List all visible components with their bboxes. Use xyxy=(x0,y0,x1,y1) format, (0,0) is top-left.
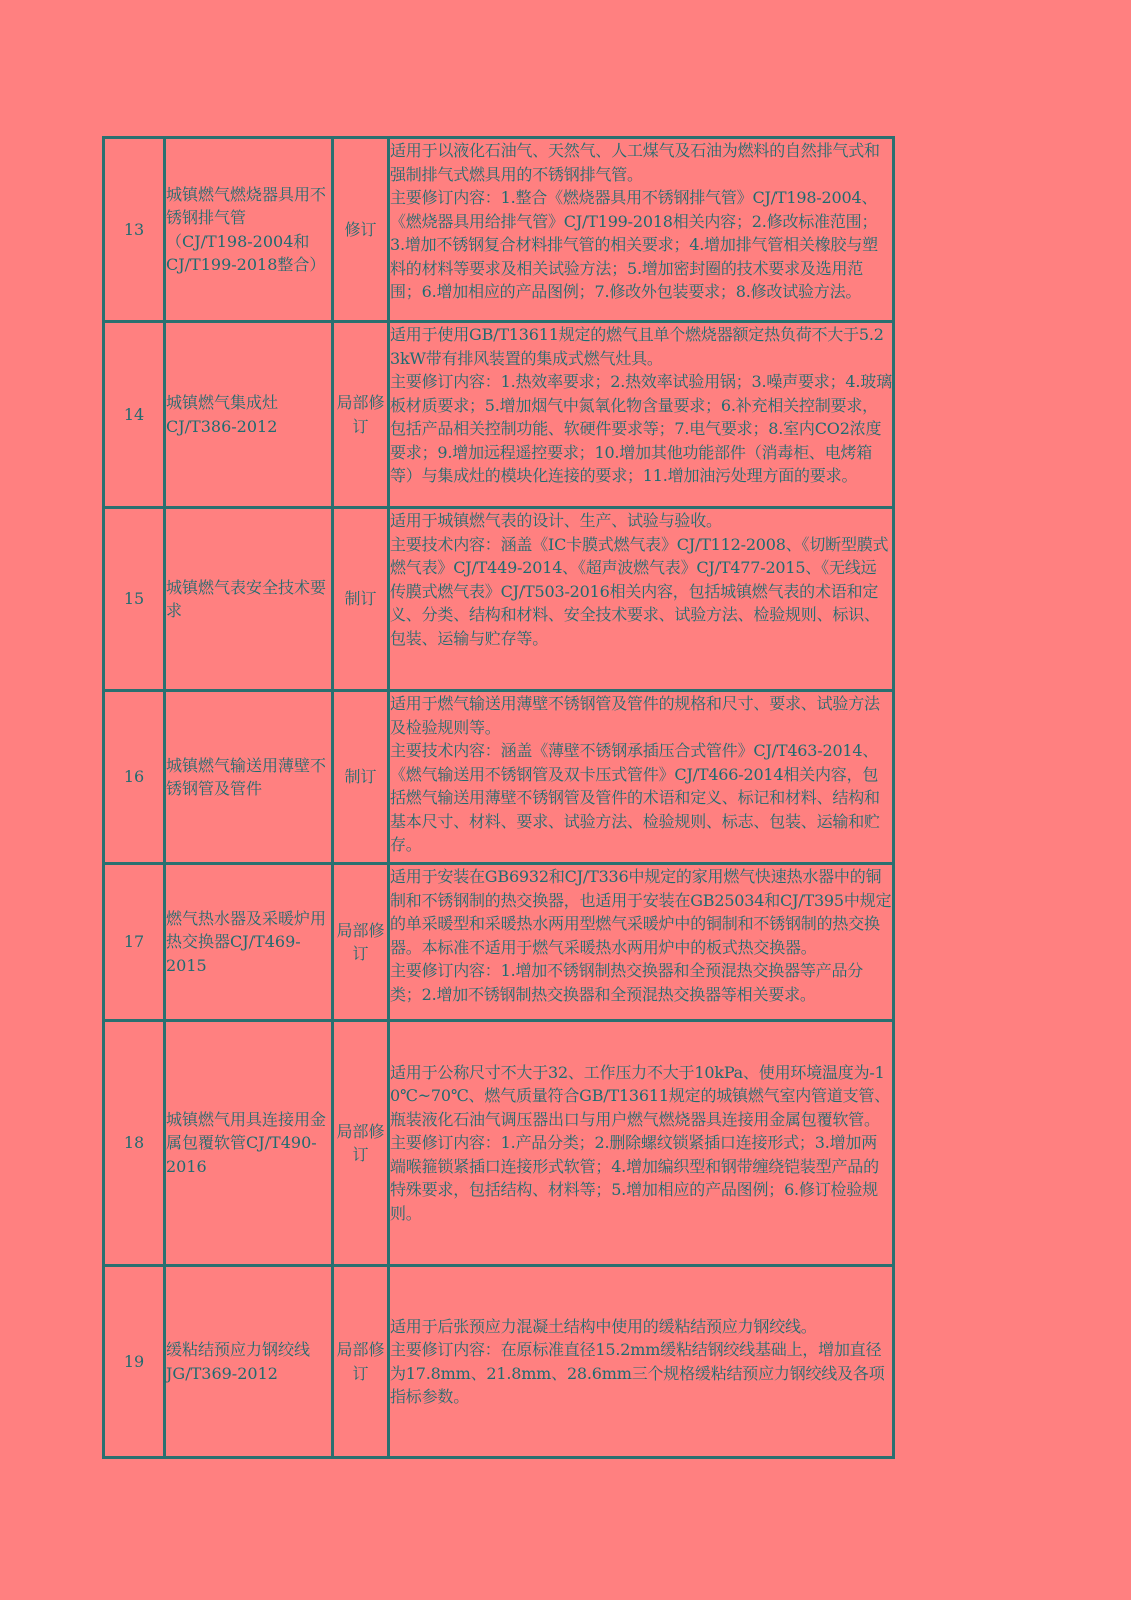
scope-text: 适用于后张预应力混凝土结构中使用的缓粘结预应力钢绞线。 xyxy=(390,1316,817,1336)
work-type: 制订 xyxy=(333,508,389,691)
row-number: 17 xyxy=(104,864,165,1021)
table-row xyxy=(104,1266,894,1458)
content-text: 主要技术内容：涵盖《薄壁不锈钢承插压合式管件》CJ/T463-2014、《燃气输送用不锈钢管及双卡压式管件》CJ/T466-2014相关内容，包括燃气输送用薄壁不锈钢管及管件的术语和定义、标记和材料、结构和基本尺寸、材料、要求、试验方法、检验规则、标志、包装、运输和贮存。 xyxy=(390,741,880,854)
standard-name: 城镇燃气输送用薄壁不锈钢管及管件 xyxy=(165,691,333,864)
content-text: 主要修订内容：1.热效率要求；2.热效率试验用锅；3.噪声要求；4.玻璃板材质要求；5.增加烟气中氮氧化物含量要求；6.补充相关控制要求，包括产品相关控制功能、软硬件要求等；7.电气要求；8.室内CO2浓度要求；9.增加远程遥控要求；10.增加其他功能部件（消毒柜、电烤箱等）与集成灶的模块化连接的要求；11.增加油污处理方面的要求。 xyxy=(390,372,892,485)
standard-description xyxy=(389,691,894,864)
standard-description xyxy=(389,1021,894,1266)
table-row xyxy=(104,138,894,322)
table-row xyxy=(104,322,894,508)
scope-text: 适用于安装在GB6932和CJ/T336中规定的家用燃气快速热水器中的铜制和不锈钢制的热交换器，也适用于安装在GB25034和CJ/T395中规定的单采暖型和采暖热水两用型燃气采暖炉中的铜制和不锈钢制的热交换器。本标准不适用于燃气采暖热水两用炉中的板式热交换器。 xyxy=(390,867,892,957)
standard-description xyxy=(389,322,894,508)
standards-table xyxy=(102,136,895,1459)
table-row xyxy=(104,864,894,1021)
standard-description xyxy=(389,1266,894,1458)
standard-name: 缓粘结预应力钢绞线JG/T369-2012 xyxy=(165,1266,333,1458)
row-number: 18 xyxy=(104,1021,165,1266)
row-number: 15 xyxy=(104,508,165,691)
scope-text: 适用于以液化石油气、天然气、人工煤气及石油为燃料的自然排气式和强制排气式燃具用的不锈钢排气管。 xyxy=(390,141,880,184)
content-text: 主要修订内容：在原标准直径15.2mm缓粘结钢绞线基础上，增加直径为17.8mm、21.8mm、28.6mm三个规格缓粘结预应力钢绞线及各项指标参数。 xyxy=(390,1340,885,1406)
work-type: 局部修订 xyxy=(333,322,389,508)
standard-description xyxy=(389,138,894,322)
scope-text: 适用于燃气输送用薄壁不锈钢管及管件的规格和尺寸、要求、试验方法及检验规则等。 xyxy=(390,694,880,737)
table-row xyxy=(104,1021,894,1266)
content-text: 主要修订内容：1.整合《燃烧器具用不锈钢排气管》CJ/T198-2004、《燃烧器具用给排气管》CJ/T199-2018相关内容；2.修改标准范围；3.增加不锈钢复合材料排气管的相关要求；4.增加排气管相关橡胶与塑料的材料等要求及相关试验方法；5.增加密封圈的技术要求及选用范围；6.增加相应的产品图例；7.修改外包装要求；8.修改试验方法。 xyxy=(390,188,878,301)
row-number: 19 xyxy=(104,1266,165,1458)
table-row xyxy=(104,508,894,691)
row-number: 14 xyxy=(104,322,165,508)
scope-text: 适用于城镇燃气表的设计、生产、试验与验收。 xyxy=(390,511,722,530)
scope-text: 适用于使用GB/T13611规定的燃气且单个燃烧器额定热负荷不大于5.23kW带有排风装置的集成式燃气灶具。 xyxy=(390,325,884,368)
work-type: 局部修订 xyxy=(333,864,389,1021)
work-type: 制订 xyxy=(333,691,389,864)
work-type: 修订 xyxy=(333,138,389,322)
standard-description xyxy=(389,508,894,691)
standard-name: 燃气热水器及采暖炉用热交换器CJ/T469-2015 xyxy=(165,864,333,1021)
table-row xyxy=(104,691,894,864)
standard-description xyxy=(389,864,894,1021)
work-type: 局部修订 xyxy=(333,1266,389,1458)
scope-text: 适用于公称尺寸不大于32、工作压力不大于10kPa、使用环境温度为-10℃~70℃、燃气质量符合GB/T13611规定的城镇燃气室内管道支管、瓶装液化石油气调压器出口与用户燃气燃烧器具连接用金属包覆软管。 xyxy=(390,1062,891,1129)
standard-name: 城镇燃气集成灶CJ/T386-2012 xyxy=(165,322,333,508)
row-number: 16 xyxy=(104,691,165,864)
content-text: 主要修订内容：1.产品分类；2.删除螺纹锁紧插口连接形式；3.增加两端喉箍锁紧插口连接形式软管；4.增加编织型和钢带缠绕铠装型产品的特殊要求，包括结构、材料等；5.增加相应的产品图例；6.修订检验规则。 xyxy=(390,1133,879,1223)
standard-name: 城镇燃气表安全技术要求 xyxy=(165,508,333,691)
row-number: 13 xyxy=(104,138,165,322)
standard-name: 城镇燃气用具连接用金属包覆软管CJ/T490-2016 xyxy=(165,1021,333,1266)
content-text: 主要修订内容：1.增加不锈钢制热交换器和全预混热交换器等产品分类；2.增加不锈钢制热交换器和全预混热交换器等相关要求。 xyxy=(390,961,864,1004)
standard-name: 城镇燃气燃烧器具用不锈钢排气管（CJ/T198-2004和CJ/T199-2018整合） xyxy=(165,138,333,322)
content-text: 主要技术内容：涵盖《IC卡膜式燃气表》CJ/T112-2008、《切断型膜式燃气表》CJ/T449-2014、《超声波燃气表》CJ/T477-2015、《无线远传膜式燃气表》CJ/T503-2016相关内容，包括城镇燃气表的术语和定义、分类、结构和材料、安全技术要求、试验方法、检验规则、标识、包装、运输与贮存等。 xyxy=(390,534,889,648)
work-type: 局部修订 xyxy=(333,1021,389,1266)
